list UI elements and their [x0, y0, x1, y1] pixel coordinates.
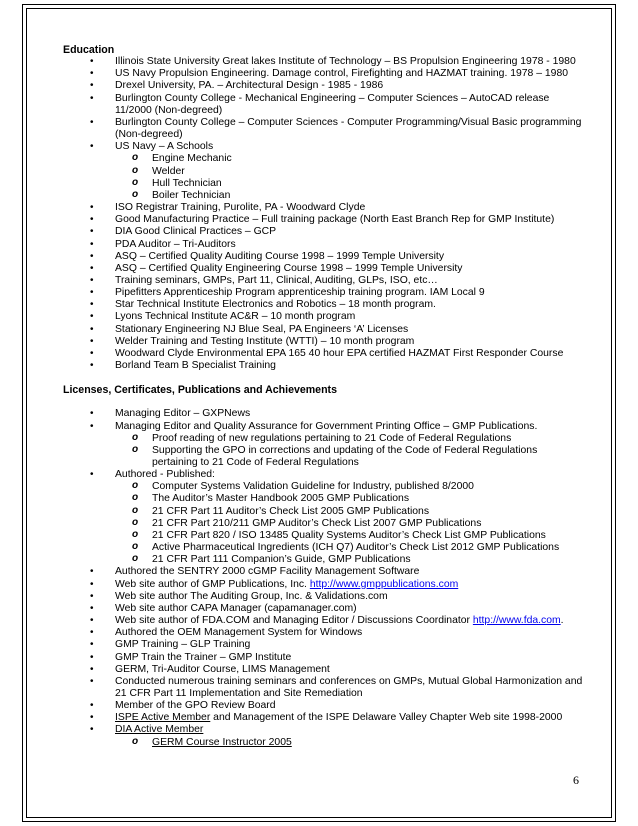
list-item: • ASQ – Certified Quality Engineering Course 1998 – 1999 Temple University [63, 263, 583, 275]
list-item: • GERM, Tri-Auditor Course, LIMS Management [63, 664, 583, 676]
list-item: • Welder Training and Testing Institute (WTTI) – 10 month program [63, 336, 583, 348]
list-item: • Star Technical Institute Electronics and Robotics – 18 month program. [63, 299, 583, 311]
licenses-list [63, 408, 583, 748]
list-item: • Conducted numerous training seminars and conferences on GMPs, Mutual Global Harmonization and 21 CFR Part 11 Implementation and Site Remediation [63, 676, 583, 700]
sub-list-item: o 21 CFR Part 210/211 GMP Auditor’s Check List 2007 GMP Publications [63, 518, 583, 530]
list-item: • Web site author CAPA Manager (capamanager.com) [63, 603, 583, 615]
gmp-publications-link[interactable]: http://www.gmppublications.com [309, 578, 459, 590]
ispe-member-text: ISPE Active Member [115, 712, 211, 724]
list-item: • Authored - Published: [63, 469, 583, 481]
list-item: • Burlington County College - Mechanical Engineering – Computer Sciences – AutoCAD release 11/2000 (Non-degreed) [63, 93, 583, 117]
dia-member-text: DIA Active Member [115, 724, 204, 736]
fda-link[interactable]: http://www.fda.com [472, 615, 561, 627]
list-item: • Training seminars, GMPs, Part 11, Clinical, Auditing, GLPs, ISO, etc… [63, 275, 583, 287]
list-item [63, 579, 583, 591]
list-item-text: and Management of the ISPE Delaware Valley Chapter Web site 1998-2000 [210, 712, 563, 724]
sub-list-item: o Proof reading of new regulations pertaining to 21 Code of Federal Regulations [63, 433, 583, 445]
sub-list-item: o Computer Systems Validation Guideline for Industry, published 8/2000 [63, 481, 583, 493]
list-item: • Member of the GPO Review Board [63, 700, 583, 712]
list-item: • Woodward Clyde Environmental EPA 165 40 hour EPA certified HAZMAT First Responder Course [63, 348, 583, 360]
list-item: • Authored the OEM Management System for Windows [63, 627, 583, 639]
list-item [63, 724, 583, 736]
sub-list-item: o Welder [63, 166, 583, 178]
list-item: • US Navy – A Schools [63, 141, 583, 153]
sub-list-item: o Boiler Technician [63, 190, 583, 202]
list-item: • GMP Training – GLP Training [63, 639, 583, 651]
list-item: • Web site author The Auditing Group, Inc. & Validations.com [63, 591, 583, 603]
education-list [63, 56, 583, 372]
resume-page-content [63, 44, 583, 749]
education-heading: Education [63, 44, 115, 56]
list-item-text: . [560, 615, 564, 627]
list-item: • US Navy Propulsion Engineering. Damage control, Firefighting and HAZMAT training. 1978 – 1980 [63, 68, 583, 80]
list-item: • ISO Registrar Training, Purolite, PA - Woodward Clyde [63, 202, 583, 214]
list-item: • Pipefitters Apprenticeship Program apprenticeship training program. IAM Local 9 [63, 287, 583, 299]
sub-list-item: o The Auditor’s Master Handbook 2005 GMP Publications [63, 493, 583, 505]
list-item: • Managing Editor and Quality Assurance for Government Printing Office – GMP Publications. [63, 421, 583, 433]
list-item: • Managing Editor – GXPNews [63, 408, 583, 420]
list-item: • ASQ – Certified Quality Auditing Course 1998 – 1999 Temple University [63, 251, 583, 263]
list-item: • Borland Team B Specialist Training [63, 360, 583, 372]
sub-list-item [63, 737, 583, 749]
sub-list-item: o Supporting the GPO in corrections and updating of the Code of Federal Regulations pertaining to 21 Code of Federal Regulations [63, 445, 583, 469]
list-item: • PDA Auditor – Tri-Auditors [63, 239, 583, 251]
list-item: • Illinois State University Great lakes Institute of Technology – BS Propulsion Engineering 1978 - 1980 [63, 56, 583, 68]
list-item: • GMP Train the Trainer – GMP Institute [63, 652, 583, 664]
list-item: • Stationary Engineering NJ Blue Seal, PA Engineers ‘A’ Licenses [63, 324, 583, 336]
sub-list-item: o Active Pharmaceutical Ingredients (ICH Q7) Auditor’s Check List 2012 GMP Publications [63, 542, 583, 554]
list-item-text: Web site author of FDA.COM and Managing Editor / Discussions Coordinator [115, 615, 473, 627]
licenses-heading: Licenses, Certificates, Publications and Achievements [63, 384, 337, 397]
list-item-text: Web site author of GMP Publications, Inc. [115, 578, 310, 590]
list-item: • Drexel University, PA. – Architectural Design - 1985 - 1986 [63, 80, 583, 92]
sub-list-item: o 21 CFR Part 820 / ISO 13485 Quality Systems Auditor’s Check List GMP Publications [63, 530, 583, 542]
sub-list-item: o 21 CFR Part 111 Companion’s Guide, GMP Publications [63, 554, 583, 566]
list-item: • Good Manufacturing Practice – Full training package (North East Branch Rep for GMP Institute) [63, 214, 583, 226]
list-item: • Lyons Technical Institute AC&R – 10 month program [63, 311, 583, 323]
germ-instructor-text: GERM Course Instructor 2005 [152, 736, 292, 748]
sub-list-item: o Hull Technician [63, 178, 583, 190]
page-number: 6 [573, 773, 579, 787]
list-item [63, 712, 583, 724]
list-item: • Burlington County College – Computer Sciences - Computer Programming/Visual Basic programming (Non-degreed) [63, 117, 583, 141]
sub-list-item: o Engine Mechanic [63, 153, 583, 165]
list-item: • DIA Good Clinical Practices – GCP [63, 226, 583, 238]
sub-list-item: o 21 CFR Part 11 Auditor’s Check List 2005 GMP Publications [63, 506, 583, 518]
list-item: • Authored the SENTRY 2000 cGMP Facility Management Software [63, 566, 583, 578]
list-item [63, 615, 583, 627]
